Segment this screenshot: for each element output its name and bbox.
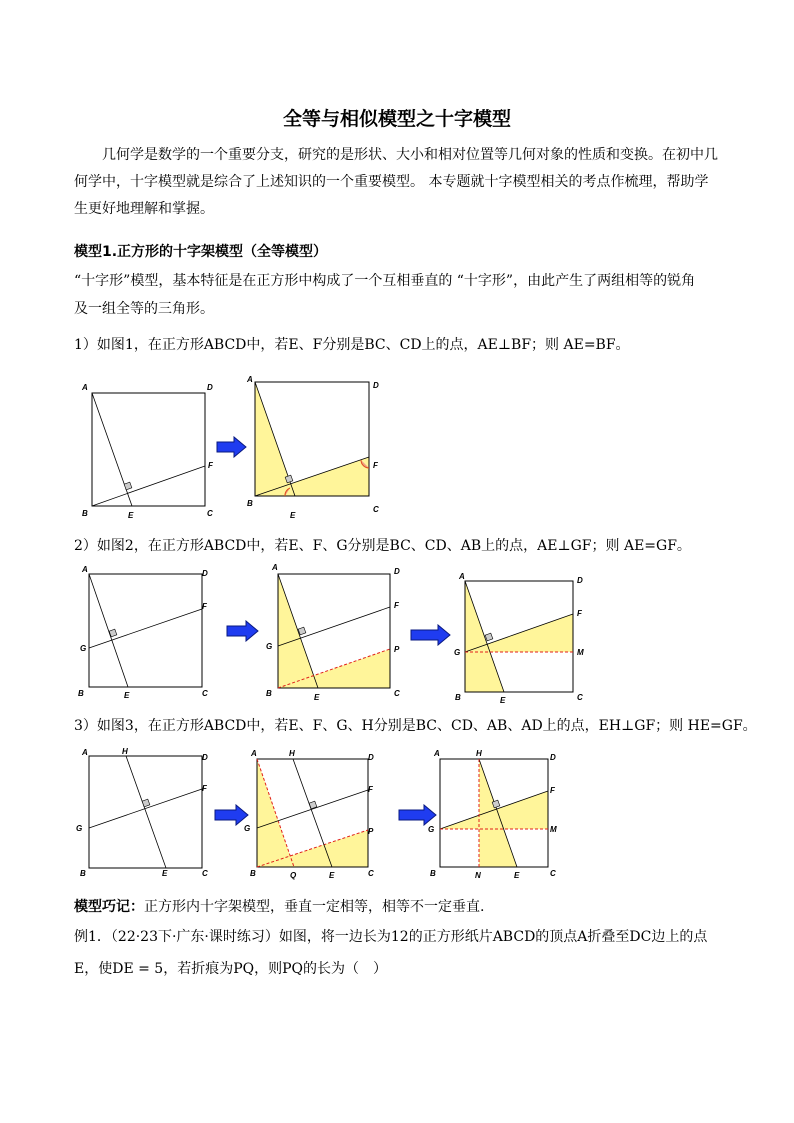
label-F: F — [208, 461, 213, 470]
label-A: A — [434, 749, 440, 758]
model-tip-text: 正方形内十字架模型，垂直一定相等，相等不一定垂直. — [144, 899, 485, 915]
model1-description-line1: “十字形”模型，基本特征是在正方形中构成了一个互相垂直的 “十字形”，由此产生了两组相等的锐角 — [74, 273, 696, 289]
label-B: B — [78, 689, 84, 698]
case3-statement: 3）如图3，在正方形ABCD中，若E、F、G、H分别是BC、CD、AB、AD上的点，EH⊥GF；则 HE=GF。 — [74, 718, 757, 734]
label-C: C — [373, 505, 379, 514]
example1-line2: E，使DE = 5，若折痕为PQ，则PQ的长为（ ） — [74, 961, 387, 977]
intro-paragraph: 几何学是数学的一个重要分支，研究的是形状、大小和相对位置等几何对象的性质和变换。在初中几何学中，十字模型就是综合了上述知识的一个重要模型。 本专题就十字模型相关的考点作梳理，帮助学生更好地理解和掌握。 — [74, 147, 718, 217]
case1-statement: 1）如图1，在正方形ABCD中，若E、F分别是BC、CD上的点，AE⊥BF；则 AE=BF。 — [74, 337, 630, 353]
label-M: M — [577, 648, 584, 657]
label-E: E — [162, 869, 168, 878]
label-A: A — [82, 748, 88, 757]
figure1-shaded-square — [242, 372, 392, 522]
label-D: D — [550, 753, 556, 762]
figure2-shaded-square — [262, 562, 407, 702]
label-B: B — [80, 869, 86, 878]
label-A: A — [247, 375, 253, 384]
figure2-square — [76, 564, 221, 704]
label-D: D — [373, 381, 379, 390]
label-G: G — [454, 648, 461, 657]
label-E: E — [500, 696, 506, 705]
label-Q: Q — [290, 871, 297, 880]
label-H: H — [476, 749, 482, 758]
label-E: E — [329, 871, 335, 880]
figure3-square — [76, 744, 221, 880]
label-F: F — [550, 786, 555, 795]
label-B: B — [247, 499, 253, 508]
label-A: A — [251, 749, 257, 758]
label-C: C — [550, 869, 556, 878]
example1-line1: 例1．（22·23下·广东·课时练习）如图，将一边长为12的正方形纸片ABCD的顶点A折叠至DC边上的点 — [74, 929, 708, 945]
arrow-right-icon — [226, 620, 260, 642]
label-F: F — [368, 785, 373, 794]
label-B: B — [250, 869, 256, 878]
label-C: C — [577, 693, 583, 702]
label-C: C — [202, 689, 208, 698]
label-M: M — [550, 825, 557, 834]
label-F: F — [202, 784, 207, 793]
arrow-right-icon — [410, 624, 452, 646]
model1-description-line2: 及一组全等的三角形。 — [74, 301, 214, 317]
label-D: D — [207, 383, 213, 392]
label-D: D — [202, 753, 208, 762]
model1-heading: 模型1.正方形的十字架模型（全等模型） — [74, 244, 328, 260]
label-B: B — [82, 509, 88, 518]
label-C: C — [394, 689, 400, 698]
label-F: F — [577, 609, 582, 618]
label-C: C — [368, 869, 374, 878]
label-D: D — [577, 576, 583, 585]
label-E: E — [314, 693, 320, 702]
label-F: F — [373, 461, 378, 470]
label-G: G — [80, 644, 87, 653]
label-P: P — [368, 827, 374, 836]
label-B: B — [266, 689, 272, 698]
label-D: D — [394, 567, 400, 576]
label-A: A — [272, 563, 278, 572]
label-E: E — [128, 511, 134, 520]
model-tip-label: 模型巧记： — [74, 899, 144, 915]
label-E: E — [514, 871, 520, 880]
label-E: E — [124, 691, 130, 700]
label-A: A — [82, 383, 88, 392]
figure3-shaded-square — [244, 744, 394, 884]
figure1-square — [76, 376, 221, 522]
label-P: P — [394, 645, 400, 654]
label-N: N — [475, 871, 481, 880]
label-B: B — [455, 693, 461, 702]
case2-statement: 2）如图2，在正方形ABCD中，若E、F、G分别是BC、CD、AB上的点，AE⊥GF；则 AE=GF。 — [74, 538, 691, 554]
model-tip — [74, 896, 484, 916]
label-G: G — [244, 824, 251, 833]
figure2-translated-square — [450, 570, 600, 706]
label-C: C — [207, 509, 213, 518]
label-G: G — [76, 824, 83, 833]
figure3-translated-square — [426, 744, 576, 884]
label-H: H — [122, 747, 128, 756]
label-A: A — [459, 572, 465, 581]
label-D: D — [202, 569, 208, 578]
label-E: E — [290, 511, 296, 520]
label-G: G — [428, 825, 435, 834]
label-B: B — [430, 869, 436, 878]
page-title: 全等与相似模型之十字模型 — [282, 108, 511, 130]
label-D: D — [368, 753, 374, 762]
label-H: H — [289, 749, 295, 758]
label-G: G — [266, 642, 273, 651]
label-F: F — [202, 602, 207, 611]
label-F: F — [394, 601, 399, 610]
label-C: C — [202, 869, 208, 878]
label-A: A — [82, 565, 88, 574]
